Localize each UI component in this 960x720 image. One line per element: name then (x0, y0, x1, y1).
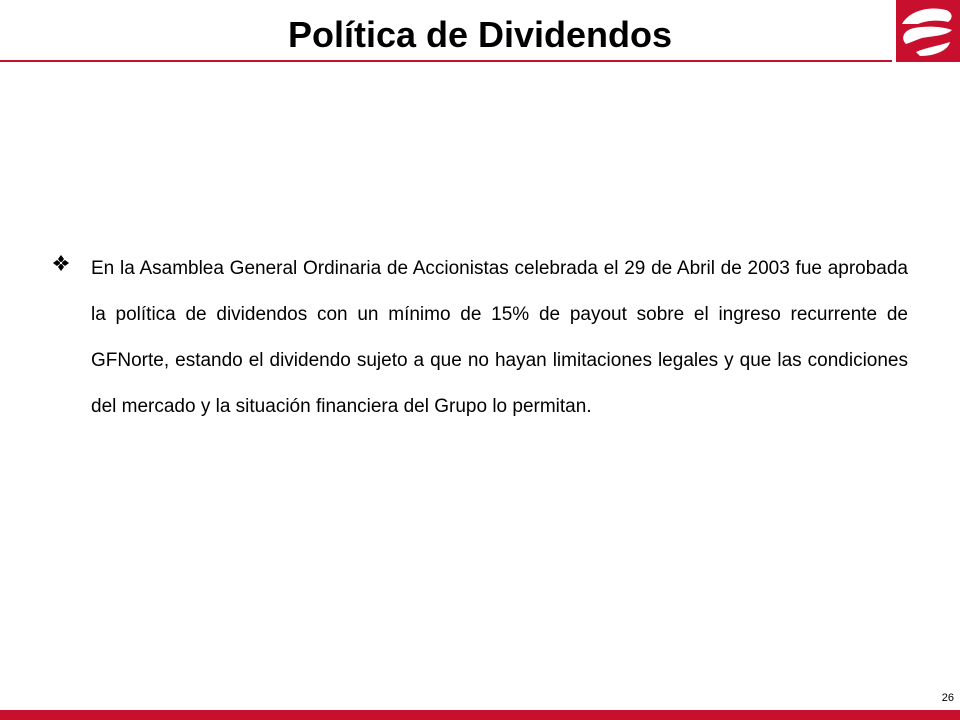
page-title: Política de Dividendos (287, 14, 673, 55)
page-number: 26 (941, 692, 954, 704)
footer-bar (0, 710, 960, 720)
content-area (52, 246, 908, 430)
diamond-bullet-icon (52, 254, 70, 272)
bullet-text: En la Asamblea General Ordinaria de Accionistas celebrada el 29 de Abril de 2003 fue aprobada la política de dividendos con un mínimo de 15% de payout sobre el ingreso recurrente de GFNorte, estando el dividendo sujeto a que no hayan limitaciones legales y que las condiciones del mercado y la situación financiera del Grupo lo permitan. (91, 258, 908, 417)
list-item (52, 246, 908, 430)
banorte-logo-icon (896, 0, 960, 62)
title-divider (0, 60, 892, 62)
